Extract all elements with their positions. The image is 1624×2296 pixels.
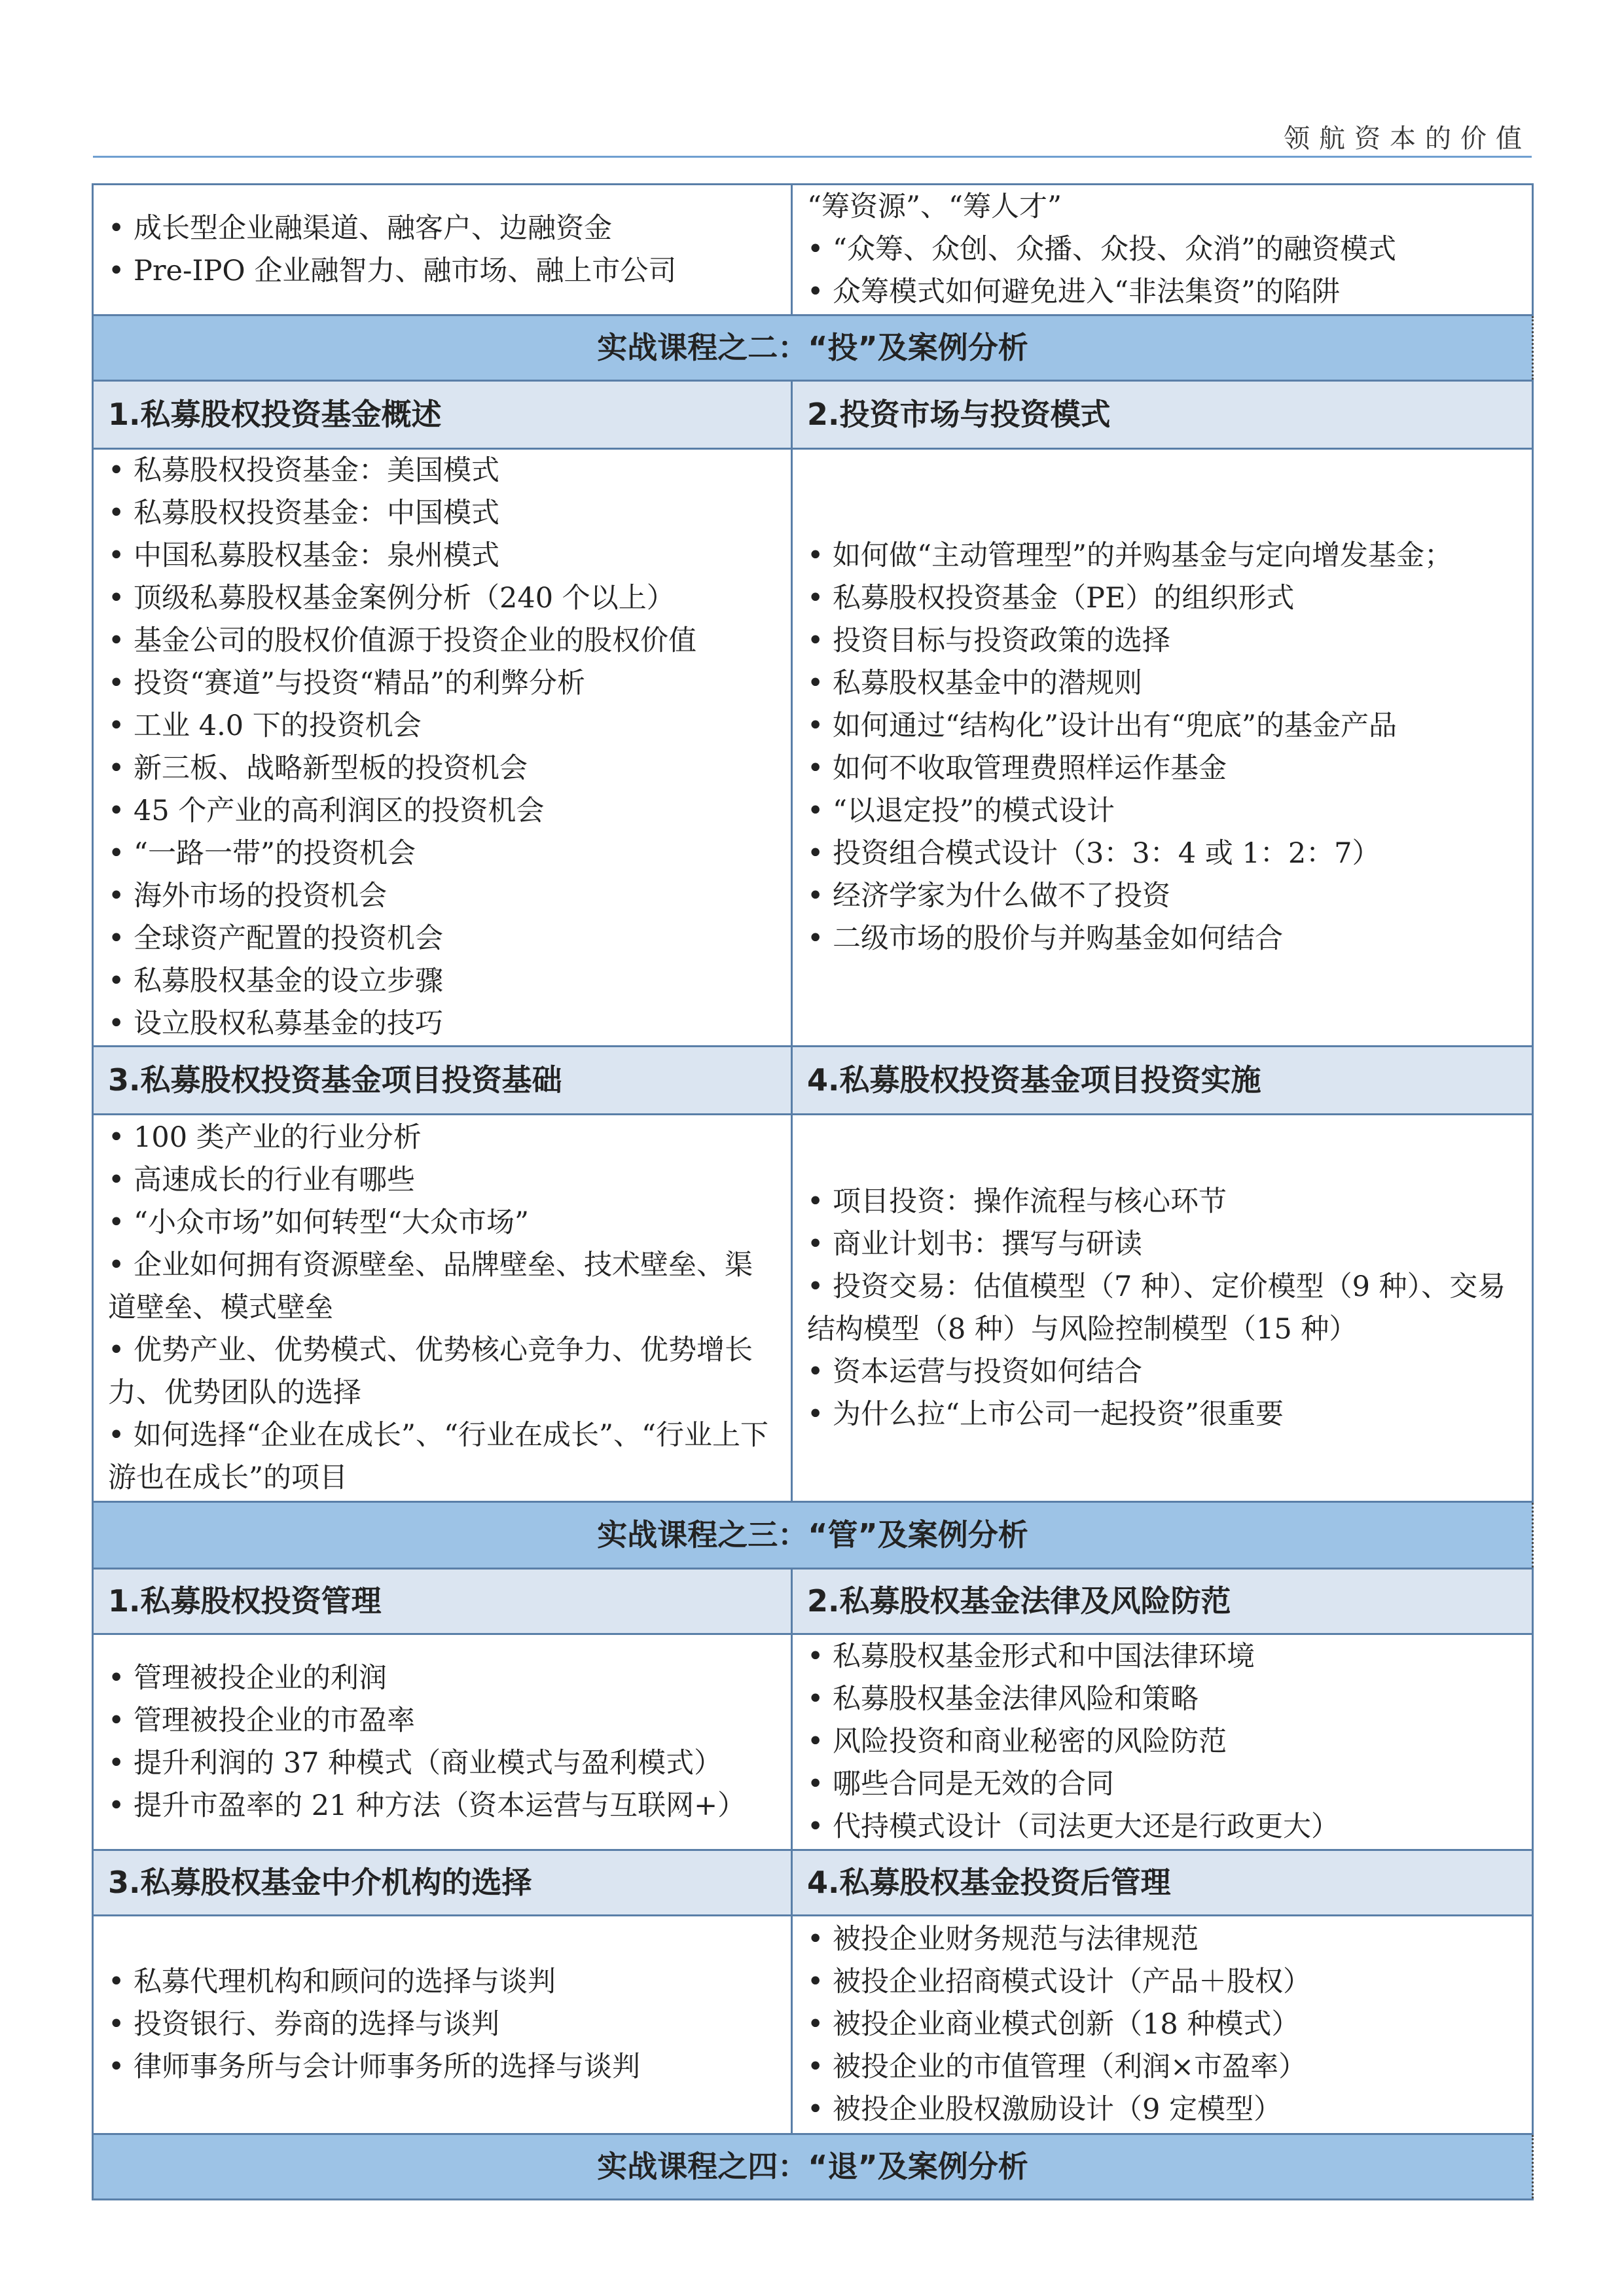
list-item: • Pre-IPO 企业融智力、融市场、融上市公司 [108,250,776,293]
list-item: • 私募股权基金的设立步骤 [108,960,776,1003]
list-item: • 被投企业的市值管理（利润×市盈率） [807,2046,1517,2089]
content-list-right [807,1181,1517,1436]
list-item: • 私募股权投资基金：中国模式 [108,492,776,535]
list-item: • 中国私募股权基金：泉州模式 [108,535,776,577]
list-item: • 被投企业商业模式创新（18 种模式） [807,2003,1517,2046]
list-item: • 提升利润的 37 种模式（商业模式与盈利模式） [108,1742,776,1785]
module-content-row [93,185,1533,315]
module-content-right [792,185,1533,315]
list-item: • 众筹模式如何避免进入“非法集资”的陷阱 [807,271,1517,314]
module-heading-row [93,381,1533,449]
list-item: • 管理被投企业的利润 [108,1657,776,1700]
module-heading-row [93,1047,1533,1115]
list-item: • 优势产业、优势模式、优势核心竞争力、优势增长力、优势团队的选择 [108,1329,776,1414]
module-heading-right: 2.投资市场与投资模式 [792,381,1533,449]
list-item: • 资本运营与投资如何结合 [807,1351,1517,1393]
list-item: • 被投企业财务规范与法律规范 [807,1918,1517,1961]
module-heading-left: 1.私募股权投资基金概述 [93,381,792,449]
list-item: • 基金公司的股权价值源于投资企业的股权价值 [108,620,776,662]
section-title: 实战课程之二：“投”及案例分析 [93,315,1533,381]
list-item: • 45 个产业的高利润区的投资机会 [108,790,776,833]
list-item: • 企业如何拥有资源壁垒、品牌壁垒、技术壁垒、渠道壁垒、模式壁垒 [108,1244,776,1329]
list-item: • 如何不收取管理费照样运作基金 [807,747,1517,790]
module-content-left [93,1634,792,1850]
module-content-row [93,1634,1533,1850]
module-content-right [792,1634,1533,1850]
module-content-right [792,1916,1533,2134]
module-content-left [93,449,792,1047]
list-item: • 被投企业招商模式设计（产品＋股权） [807,1961,1517,2003]
list-item: • 如何选择“企业在成长”、“行业在成长”、“行业上下游也在成长”的项目 [108,1414,776,1499]
list-item: • 律师事务所与会计师事务所的选择与谈判 [108,2046,776,2089]
module-heading-row [93,1850,1533,1916]
list-item: • 投资交易：估值模型（7 种）、定价模型（9 种）、交易结构模型（8 种）与风险控制模型（15 种） [807,1266,1517,1351]
section-title: 实战课程之四：“退”及案例分析 [93,2134,1533,2200]
list-item: • 顶级私募股权基金案例分析（240 个以上） [108,577,776,620]
module-content-left [93,1916,792,2134]
page-header-title: 领航资本的价值 [1284,124,1531,154]
list-item: • 全球资产配置的投资机会 [108,918,776,960]
header-divider [93,156,1532,158]
list-item: • 设立股权私募基金的技巧 [108,1003,776,1045]
list-item: • 私募股权投资基金（PE）的组织形式 [807,577,1517,620]
list-item: • 二级市场的股价与并购基金如何结合 [807,918,1517,960]
section-band-row [93,2134,1533,2200]
list-item: • 代持模式设计（司法更大还是行政更大） [807,1806,1517,1848]
list-item: • 被投企业股权激励设计（9 定模型） [807,2089,1517,2131]
list-item: “筹资源”、“筹人才” [807,190,1062,223]
section-band-row [93,1502,1533,1569]
content-list-left [108,1117,776,1499]
module-content-right [792,449,1533,1047]
list-item: • 私募股权基金中的潜规则 [807,662,1517,705]
module-heading-row [93,1569,1533,1634]
list-item: • “以退定投”的模式设计 [807,790,1517,833]
module-content-row [93,1916,1533,2134]
list-item: • 如何做“主动管理型”的并购基金与定向增发基金； [807,535,1517,577]
list-item: • 投资目标与投资政策的选择 [807,620,1517,662]
module-content-right [792,1115,1533,1502]
module-heading-right: 4.私募股权投资基金项目投资实施 [792,1047,1533,1115]
content-list-right [807,535,1517,960]
list-item: • 私募股权基金法律风险和策略 [807,1678,1517,1721]
list-item: • 私募代理机构和顾问的选择与谈判 [108,1961,776,2003]
list-item: • 管理被投企业的市盈率 [108,1700,776,1742]
section-band-row [93,315,1533,381]
list-item: • 哪些合同是无效的合同 [807,1763,1517,1806]
list-item: • 提升市盈率的 21 种方法（资本运营与互联网+） [108,1785,776,1827]
list-item: • 项目投资：操作流程与核心环节 [807,1181,1517,1223]
course-table [92,183,1534,2200]
list-item: • 私募股权投资基金：美国模式 [108,450,776,492]
list-item: • 经济学家为什么做不了投资 [807,875,1517,918]
list-item: • “小众市场”如何转型“大众市场” [108,1202,776,1244]
content-list-left [108,1961,776,2089]
module-content-left [93,1115,792,1502]
content-list-right [807,186,1517,314]
module-content-row [93,449,1533,1047]
list-item: • 投资银行、券商的选择与谈判 [108,2003,776,2046]
list-item: • 海外市场的投资机会 [108,875,776,918]
module-heading-left: 3.私募股权基金中介机构的选择 [93,1850,792,1916]
list-item: • 成长型企业融渠道、融客户、边融资金 [108,207,776,250]
list-item: • “一路一带”的投资机会 [108,833,776,875]
section-title: 实战课程之三：“管”及案例分析 [93,1502,1533,1569]
list-item: • 私募股权基金形式和中国法律环境 [807,1636,1517,1678]
list-item: • 100 类产业的行业分析 [108,1117,776,1159]
module-heading-left: 1.私募股权投资管理 [93,1569,792,1634]
course-table-body [93,185,1533,2200]
list-item: • 为什么拉“上市公司一起投资”很重要 [807,1393,1517,1436]
module-heading-right: 2.私募股权基金法律及风险防范 [792,1569,1533,1634]
module-content-row [93,1115,1533,1502]
list-item: • 投资组合模式设计（3：3：4 或 1：2：7） [807,833,1517,875]
module-heading-left: 3.私募股权投资基金项目投资基础 [93,1047,792,1115]
list-item: • 如何通过“结构化”设计出有“兜底”的基金产品 [807,705,1517,747]
module-heading-right: 4.私募股权基金投资后管理 [792,1850,1533,1916]
content-list-left [108,450,776,1045]
list-item: • 商业计划书：撰写与研读 [807,1223,1517,1266]
content-list-right [807,1918,1517,2131]
list-item: • “众筹、众创、众播、众投、众消”的融资模式 [807,228,1517,271]
list-item: • 风险投资和商业秘密的风险防范 [807,1721,1517,1763]
content-list-right [807,1636,1517,1848]
content-list-left [108,1657,776,1827]
module-content-left [93,185,792,315]
list-item: • 高速成长的行业有哪些 [108,1159,776,1202]
content-list-left [108,207,776,293]
list-item: • 新三板、战略新型板的投资机会 [108,747,776,790]
list-item: • 投资“赛道”与投资“精品”的利弊分析 [108,662,776,705]
list-item: • 工业 4.0 下的投资机会 [108,705,776,747]
